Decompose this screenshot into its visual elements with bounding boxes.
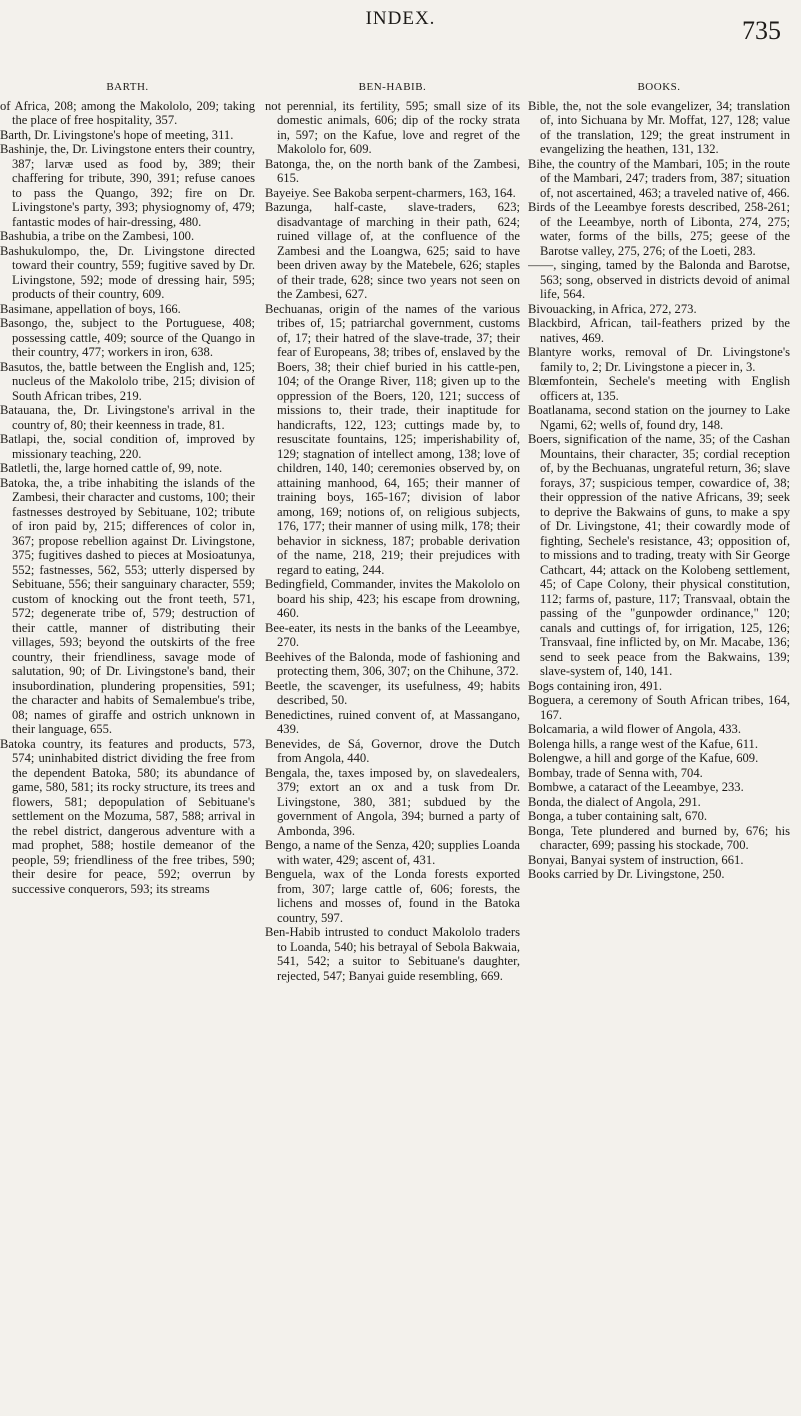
index-entry: Boers, signification of the name, 35; of the Cashan Mountains, their character, 35; cordial reception of, by the Bechuanas, ungrateful return, 36; slave forays, 37; suspicious temper, cowardice of, 38; their oppression of the native Africans, 39; seek to deprive the Bakwains of guns, to make a spy of Dr. Livingstone, 41; their cowardly mode of fighting, Sechele's resistance, 43; opposition of, to missions and to trading, treaty with Sir George Cathcart, 44; attack on the Kolobeng settlement, 45; of Cape Colony, their physical constitution, 112; farms of, pasture, 117; Transvaal, obtain the passing of the "gunpowder ordinance," 120; canals and cuttings of, for irrigation, 125, 126; Transvaal, fine inflicted by, on Mr. Macabe, 136; send to seek peace from the Bakwains, 139; slave-system of, 140, 141. xyxy=(528,432,790,678)
index-entry: Bashubia, a tribe on the Zambesi, 100. xyxy=(0,229,195,243)
index-entry: Benedictines, ruined convent of, at Massangano, 439. xyxy=(265,707,520,736)
index-column-2 xyxy=(265,80,520,1400)
index-entry: Barth, Dr. Livingstone's hope of meeting, 311. xyxy=(0,127,234,142)
index-entry: Batoka country, its features and products, 573, 574; uninhabited district dividing the free from the dependent Batoka, 580; its abundance of game, 580, 581; its rocky structure, its trees and flowers, 581; depopulation of Sebituane's settlement on the Mozuma, 587, 588; arrival in the rebel district, dangerous adventure with a mad prophet, 588; hostile demeanor of the people, 59; friendliness of the free tribes, 590; their desire for peace, 592; overrun by successive conquerors, 593; its streams xyxy=(0,736,255,896)
index-entry: Basutos, the, battle between the English and, 125; nucleus of the Makololo tribe, 215; division of South African tribes, 219. xyxy=(0,359,255,403)
index-entry: Bengala, the, taxes imposed by, on slavedealers, 379; extort an ox and a tusk from Dr. Livingstone, 380, 381; subdued by the government of Angola, 394; burned a party of Ambonda, 396. xyxy=(265,765,520,838)
index-entry: Bechuanas, origin of the names of the various tribes of, 15; patriarchal government, customs of, 17; their hatred of the slave-trade, 37; their fear of Europeans, 38; tribes of, enslaved by the Boers, 38; their chief buried in his cattle-pen, 104; of the Orange River, 118; given up to the oppression of the Boers, 120, 121; success of missions to, their trade, their inaptitude for handicrafts, 122, 123; cuttings made by, to resuscitate fountains, 125; imperishability of, 129; stagnation of intellect among, 138; love of children, 140, 140; ceremonies observed by, on attaining manhood, 64, 165; their manner of training boys, 165-167; division of labor among, 169; notions of, on religious subjects, 176, 177; their manner of using milk, 178; their behavior in sickness, 187; probable derivation of the name, 218, 219; their prejudices with regard to eating, 244. xyxy=(265,301,520,577)
index-entry: Bombay, trade of Senna with, 704. xyxy=(528,765,703,780)
index-entry: Basimane, appellation of boys, 166. xyxy=(0,301,181,316)
running-head: INDEX. xyxy=(365,8,436,29)
index-entry: Bolenga hills, a range west of the Kafue, 611. xyxy=(528,736,759,751)
index-entry: Bolcamaria, a wild flower of Angola, 433. xyxy=(528,722,741,736)
index-entry: Bayeiye. See Bakoba serpent-charmers, 163, 164. xyxy=(265,185,516,200)
index-entry: Bashukulompo, the, Dr. Livingstone directed toward their country, 559; fugitive saved by Dr. Livingstone, 592; mode of dressing hair, 595; products of their country, 609. xyxy=(0,243,255,301)
index-column-3 xyxy=(528,80,790,1400)
index-entry: Batauana, the, Dr. Livingstone's arrival in the country of, 80; their keenness in trade, 81. xyxy=(0,403,255,432)
column-catchword: BARTH. xyxy=(106,81,149,93)
index-entry: Bolengwe, a hill and gorge of the Kafue, 609. xyxy=(528,751,759,765)
index-entry: Bee-eater, its nests in the banks of the Leeambye, 270. xyxy=(265,620,520,649)
index-entry: of Africa, 208; among the Makololo, 209; taking the place of free hospitality, 357. xyxy=(0,98,255,127)
column-catchword: BEN-HABIB. xyxy=(358,81,427,93)
index-entry: Benevides, de Sá, Governor, drove the Dutch from Angola, 440. xyxy=(265,736,520,765)
index-entry: Bazunga, half-caste, slave-traders, 623; disadvantage of marching in their path, 624; ruined village of, at the confluence of the Zambesi and the Loangwa, 625; said to have been driven away by the Matebele, 626; staples of their trade, 628; since two years not seen on the Zambesi, 627. xyxy=(265,200,520,301)
index-entry: Bombwe, a cataract of the Leeambye, 233. xyxy=(528,780,744,794)
index-entry: Bonda, the dialect of Angola, 291. xyxy=(528,794,701,809)
index-entry: Books carried by Dr. Livingstone, 250. xyxy=(528,867,725,881)
index-entry: Bonyai, Banyai system of instruction, 661. xyxy=(528,852,744,867)
index-entry: Batletli, the, large horned cattle of, 99, note. xyxy=(0,461,223,475)
index-entry: Birds of the Leeambye forests described, 258-261; of the Leeambye, north of Libonta, 274, 275; water, forms of the bills, 275; geese of the Barotse valley, 275, 276; of the Loeti, 283. xyxy=(528,200,790,258)
index-entry: Bashinje, the, Dr. Livingstone enters their country, 387; larvæ used as food by, 389; their chaffering for tribute, 390, 391; refuse canoes to pass the Quango, 392; fire on Dr. Livingstone's party, 393; physiognomy of, 479; fantastic modes of hair-dressing, 480. xyxy=(0,142,255,229)
index-entry: Batonga, the, on the north bank of the Zambesi, 615. xyxy=(265,156,520,185)
index-entry: Boguera, a ceremony of South African tribes, 164, 167. xyxy=(528,693,790,722)
index-entry: Blœmfontein, Sechele's meeting with English officers at, 135. xyxy=(528,374,790,403)
index-entry: Beehives of the Balonda, mode of fashioning and protecting them, 306, 307; on the Chihune, 372. xyxy=(265,649,520,678)
index-entry: Basongo, the, subject to the Portuguese, 408; possessing cattle, 409; source of the Quango in their country, 477; workers in iron, 638. xyxy=(0,316,255,359)
index-entry: Beetle, the scavenger, its usefulness, 49; habits described, 50. xyxy=(265,678,520,707)
index-entry: ——, singing, tamed by the Balonda and Barotse, 563; song, observed in districts devoid of animal life, 564. xyxy=(528,258,790,301)
page-number: 735 xyxy=(742,16,781,45)
index-entry: Blantyre works, removal of Dr. Livingstone's family to, 2; Dr. Livingstone a piecer in, 3. xyxy=(528,345,790,374)
index-entry: Bible, the, not the sole evangelizer, 34; translation of, into Sichuana by Mr. Moffat, 127, 128; value of the translation, 129; the great instrument in evangelizing the heathen, 131, 132. xyxy=(528,98,790,156)
index-entry: Bonga, a tuber containing salt, 670. xyxy=(528,809,708,823)
column-catchword: BOOKS. xyxy=(637,81,681,93)
index-entry: Blackbird, African, tail-feathers prized by the natives, 469. xyxy=(528,316,790,345)
index-entry: Ben-Habib intrusted to conduct Makololo traders to Loanda, 540; his betrayal of Sebola Bakwaia, 541, 542; a suitor to Sebituane's daughter, rejected, 547; Banyai guide resembling, 669. xyxy=(265,925,520,983)
index-entry: Bihe, the country of the Mambari, 105; in the route of the Mambari, 247; traders from, 387; situation of, not ascertained, 463; a traveled native of, 466. xyxy=(528,156,790,200)
index-entry: Boatlanama, second station on the journey to Lake Ngami, 62; wells of, found dry, 148. xyxy=(528,403,790,432)
index-entry: Bonga, Tete plundered and burned by, 676; his character, 699; passing his stockade, 700. xyxy=(528,823,790,852)
index-entry: not perennial, its fertility, 595; small size of its domestic animals, 606; dip of the rocky strata in, 597; on the Kafue, love and regret of the Makololo for, 609. xyxy=(265,98,520,156)
index-entry: Benguela, wax of the Londa forests exported from, 307; large cattle of, 606; forests, the lichens and mosses of, found in the Batoka country, 597. xyxy=(265,867,520,925)
index-entry: Bivouacking, in Africa, 272, 273. xyxy=(528,301,697,316)
index-entry: Batlapi, the, social condition of, improved by missionary teaching, 220. xyxy=(0,432,255,461)
index-entry: Bedingfield, Commander, invites the Makololo on board his ship, 423; his escape from drowning, 460. xyxy=(265,577,520,620)
index-entry: Bengo, a name of the Senza, 420; supplies Loanda with water, 429; ascent of, 431. xyxy=(265,838,520,867)
index-entry: Bogs containing iron, 491. xyxy=(528,678,662,693)
index-column-1 xyxy=(0,80,255,1400)
index-entry: Batoka, the, a tribe inhabiting the islands of the Zambesi, their character and customs, 100; their fastnesses destroyed by Sebituane, 102; tribute of iron paid by, 215; differences of color in, 367; propose rebellion against Dr. Livingstone, 375; fugitives dashed to pieces at Mosioatunya, 552; fastnesses, 562, 553; utterly dispersed by Sebituane, 556; their sanguinary character, 559; custom of knocking out the front teeth, 571, 572; degenerate tribe of, 579; destruction of their cattle, manner of distributing their villages, 593; beyond the outskirts of the free country, their friendliness, savage mode of salutation, 90; of Dr. Livingstone's band, their insubordination, plundering propensities, 591; the character and habits of Semalembue's tribe, 08; names of giraffe and ostrich unknown in their language, 655. xyxy=(0,475,255,736)
